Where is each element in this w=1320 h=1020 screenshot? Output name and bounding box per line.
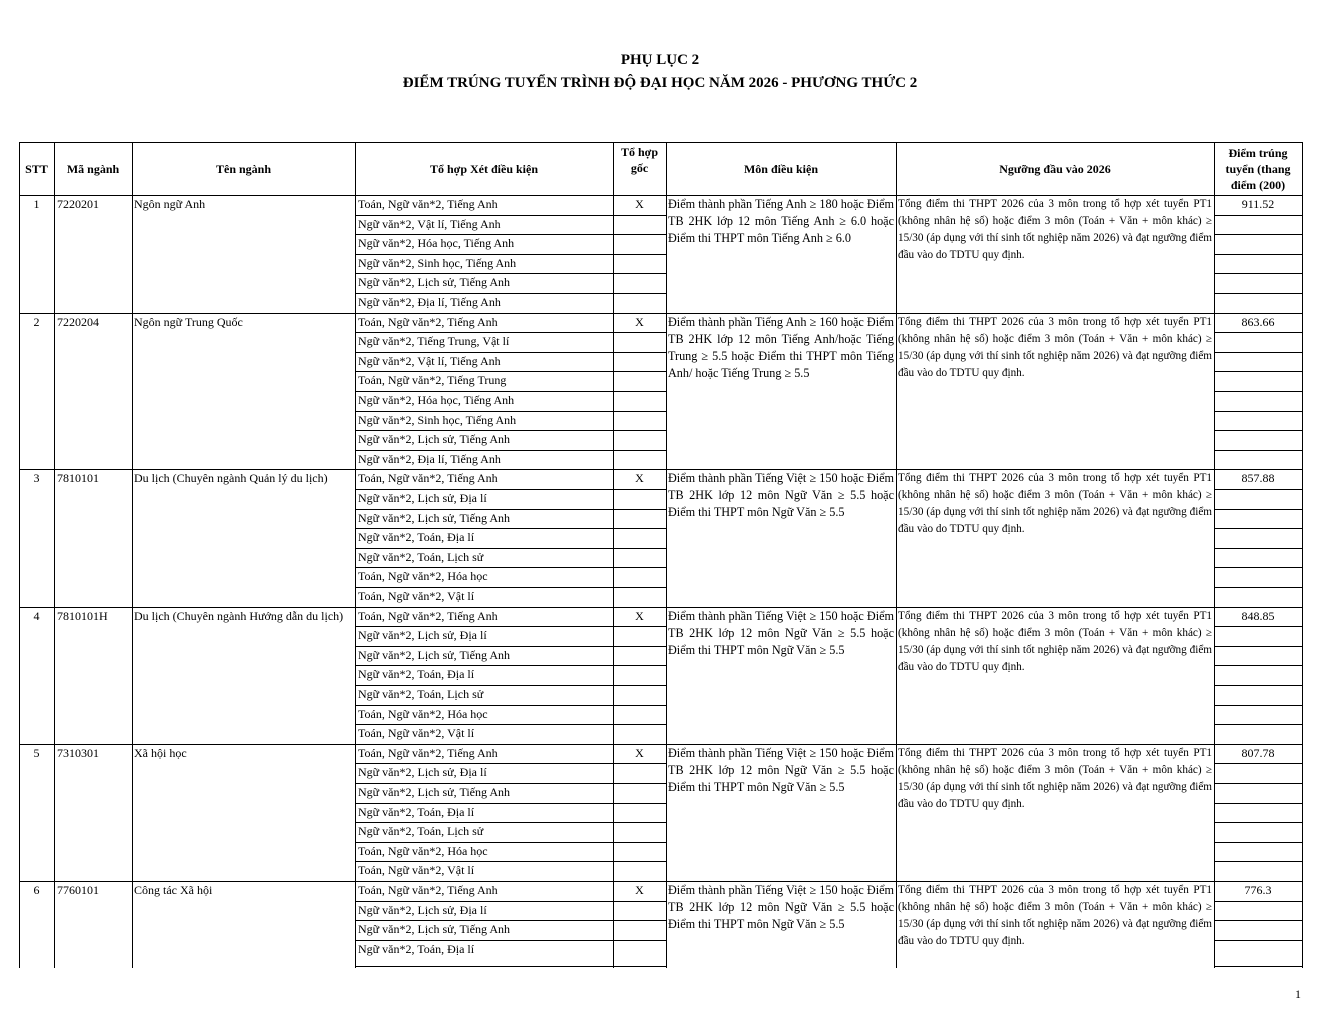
major-name-cell: Ngôn ngữ Trung Quốc (134, 314, 243, 329)
major-name-cell: Xã hội học (134, 745, 187, 760)
score-row-divider (1214, 548, 1303, 549)
score-row-divider (1214, 411, 1303, 412)
original-combo-mark: X (635, 608, 644, 623)
combo-row-divider (355, 822, 667, 823)
combo-row: Ngữ văn*2, Lịch sử, Địa lí (358, 902, 487, 917)
entry-threshold-cell: Tổng điểm thi THPT 2026 của 3 môn trong tổ hợp xét tuyển PT1 (không nhân hệ số) hoặc điểm 3 môn (Toán + Văn + môn khác) ≥ 15/30 (áp dụng với thí sinh tốt nghiệp năm 2026) và đạt ngưỡng điểm đầu vào do TDTU quy định. (898, 746, 1212, 810)
combo-row: Toán, Ngữ văn*2, Tiếng Anh (358, 745, 498, 760)
combo-row: Ngữ văn*2, Toán, Lịch sử (358, 549, 484, 564)
combo-row: Toán, Ngữ văn*2, Vật lí (358, 589, 475, 603)
combo-row: Ngữ văn*2, Tiếng Trung, Vật lí (358, 334, 510, 349)
column-divider (1302, 142, 1303, 968)
entry-threshold-cell: Tổng điểm thi THPT 2026 của 3 môn trong tổ hợp xét tuyển PT1 (không nhân hệ số) hoặc điểm 3 môn (Toán + Văn + môn khác) ≥ 15/30 (áp dụng với thí sinh tốt nghiệp năm 2026) và đạt ngưỡng điểm đầu vào do TDTU quy định. (898, 609, 1212, 673)
score-row-divider (1214, 489, 1303, 490)
score-row-divider (1214, 215, 1303, 216)
major-code-cell: 7810101H (57, 608, 108, 623)
column-divider (132, 142, 133, 968)
score-row-divider (1214, 724, 1303, 725)
admission-score-cell: 807.78 (1241, 745, 1275, 760)
major-name-cell: Ngôn ngữ Anh (134, 197, 206, 211)
column-divider (355, 142, 356, 968)
combo-row: Ngữ văn*2, Lịch sử, Tiếng Anh (358, 922, 511, 937)
condition-subject-cell: Điểm thành phần Tiếng Anh ≥ 160 hoặc Điểm TB 2HK lớp 12 môn Tiếng Anh/hoặc Tiếng Trung ≥ 5.5 hoặc Điểm thi THPT môn Tiếng Anh/ hoặc Tiếng Trung ≥ 5.5 (668, 314, 894, 380)
score-row-divider (1214, 450, 1303, 451)
combo-row-divider (355, 234, 667, 235)
combo-row-divider (355, 528, 667, 529)
combo-row: Toán, Ngữ văn*2, Tiếng Anh (358, 197, 498, 211)
combo-row-divider (355, 901, 667, 902)
combo-row: Ngữ văn*2, Lịch sử, Tiếng Anh (358, 510, 511, 525)
page-number: 1 (1295, 987, 1301, 1001)
combo-row: Ngữ văn*2, Hóa học, Tiếng Anh (358, 393, 515, 407)
score-row-divider (1214, 332, 1303, 333)
stt-cell: 6 (33, 883, 40, 897)
combo-row-divider (355, 254, 667, 255)
entry-threshold-cell: Tổng điểm thi THPT 2026 của 3 môn trong tổ hợp xét tuyển PT1 (không nhân hệ số) hoặc điểm 3 môn (Toán + Văn + môn khác) ≥ 15/30 (áp dụng với thí sinh tốt nghiệp năm 2026) và đạt ngưỡng điểm đầu vào do TDTU quy định. (898, 315, 1212, 379)
score-row-divider (1214, 901, 1303, 902)
header-to-hop-goc: Tổ hợp gốc (621, 145, 658, 175)
combo-row: Ngữ văn*2, Lịch sử, Địa lí (358, 628, 487, 643)
combo-row: Ngữ văn*2, Lịch sử, Tiếng Anh (358, 275, 511, 290)
combo-row: Toán, Ngữ văn*2, Tiếng Anh (358, 883, 498, 897)
admission-score-cell: 857.88 (1241, 471, 1275, 486)
combo-row-divider (355, 763, 667, 764)
combo-row: Ngữ văn*2, Hóa học, Tiếng Anh (358, 236, 515, 251)
combo-row: Ngữ văn*2, Toán, Địa lí (358, 941, 475, 956)
condition-subject-cell: Điểm thành phần Tiếng Việt ≥ 150 hoặc Điểm TB 2HK lớp 12 môn Ngữ Văn ≥ 5.5 hoặc Điểm thi THPT môn Ngữ Văn ≥ 5.5 (668, 608, 894, 657)
major-name-cell: Công tác Xã hội (134, 883, 213, 897)
combo-row-divider (355, 215, 667, 216)
score-row-divider (1214, 567, 1303, 568)
combo-row: Ngữ văn*2, Lịch sử, Địa lí (358, 491, 487, 505)
major-name-cell: Du lịch (Chuyên ngành Hướng dẫn du lịch) (134, 608, 344, 623)
score-row-divider (1214, 430, 1303, 431)
entry-threshold-cell: Tổng điểm thi THPT 2026 của 3 môn trong tổ hợp xét tuyển PT1 (không nhân hệ số) hoặc điểm 3 môn (Toán + Văn + môn khác) ≥ 15/30 (áp dụng với thí sinh tốt nghiệp năm 2026) và đạt ngưỡng điểm đầu vào do TDTU quy định. (898, 472, 1212, 536)
combo-row-divider (355, 430, 667, 431)
combo-row: Toán, Ngữ văn*2, Vật lí (358, 726, 475, 741)
header-ma-nganh: Mã ngành (66, 161, 120, 176)
combo-row: Toán, Ngữ văn*2, Hóa học (358, 706, 488, 721)
combo-row-divider (355, 489, 667, 490)
admission-score-cell: 911.52 (1241, 197, 1275, 211)
combo-row-divider (355, 352, 667, 353)
column-divider (896, 142, 897, 968)
combo-row-divider (355, 966, 667, 967)
combo-row-divider (355, 665, 667, 666)
admission-score-cell: 776.3 (1244, 883, 1272, 897)
score-row-divider (1214, 254, 1303, 255)
combo-row-divider (355, 450, 667, 451)
score-row-divider (1214, 626, 1303, 627)
score-row-divider (1214, 234, 1303, 235)
combo-row-divider (355, 371, 667, 372)
combo-row-divider (355, 724, 667, 725)
score-row-divider (1214, 352, 1303, 353)
score-row-divider (1214, 646, 1303, 647)
combo-row-divider (355, 705, 667, 706)
combo-row: Ngữ văn*2, Toán, Lịch sử (358, 687, 484, 701)
column-divider (613, 142, 614, 968)
stt-cell: 3 (33, 471, 40, 486)
combo-row-divider (355, 626, 667, 627)
original-combo-mark: X (635, 197, 644, 211)
major-code-cell: 7310301 (57, 745, 99, 760)
combo-row: Ngữ văn*2, Toán, Địa lí (358, 667, 475, 682)
combo-row-divider (355, 646, 667, 647)
score-row-divider (1214, 822, 1303, 823)
condition-subject-cell: Điểm thành phần Tiếng Việt ≥ 150 hoặc Điểm TB 2HK lớp 12 môn Ngữ Văn ≥ 5.5 hoặc Điểm thi THPT môn Ngữ Văn ≥ 5.5 (668, 745, 894, 794)
major-code-cell: 7220204 (57, 314, 99, 329)
score-row-divider (1214, 587, 1303, 588)
combo-row-divider (355, 293, 667, 294)
score-row-divider (1214, 371, 1303, 372)
combo-row-divider (355, 567, 667, 568)
combo-row: Ngữ văn*2, Sinh học, Tiếng Anh (358, 255, 517, 270)
original-combo-mark: X (635, 883, 644, 897)
combo-row-divider (355, 783, 667, 784)
stt-cell: 5 (33, 745, 40, 760)
score-row-divider (1214, 763, 1303, 764)
score-row-divider (1214, 861, 1303, 862)
score-row-divider (1214, 391, 1303, 392)
combo-row: Ngữ văn*2, Toán, Địa lí (358, 804, 475, 819)
combo-row-divider (355, 273, 667, 274)
combo-row-divider (355, 920, 667, 921)
original-combo-mark: X (635, 745, 644, 760)
score-row-divider (1214, 273, 1303, 274)
major-code-cell: 7810101 (57, 471, 99, 486)
combo-row: Ngữ văn*2, Vật lí, Tiếng Anh (358, 216, 501, 231)
combo-row: Ngữ văn*2, Địa lí, Tiếng Anh (358, 451, 501, 466)
major-code-cell: 7760101 (57, 883, 99, 897)
header-stt: STT (25, 161, 48, 176)
combo-row-divider (355, 861, 667, 862)
score-row-divider (1214, 920, 1303, 921)
combo-row-divider (355, 391, 667, 392)
column-divider (19, 142, 20, 968)
score-row-divider (1214, 509, 1303, 510)
combo-row: Ngữ văn*2, Toán, Lịch sử (358, 824, 484, 839)
combo-row-divider (355, 509, 667, 510)
appendix-title: PHỤ LỤC 2 (620, 52, 700, 68)
score-row-divider (1214, 842, 1303, 843)
combo-row: Ngữ văn*2, Toán, Địa lí (358, 530, 475, 545)
combo-row: Ngữ văn*2, Vật lí, Tiếng Anh (358, 353, 501, 368)
header-nguong: Ngưỡng đầu vào 2026 (999, 161, 1111, 176)
column-divider (1214, 142, 1215, 968)
score-row-divider (1214, 528, 1303, 529)
column-divider (54, 142, 55, 968)
combo-row: Toán, Ngữ văn*2, Vật lí (358, 863, 475, 878)
combo-row: Ngữ văn*2, Sinh học, Tiếng Anh (358, 412, 517, 427)
major-name-cell: Du lịch (Chuyên ngành Quản lý du lịch) (134, 471, 328, 486)
entry-threshold-cell: Tổng điểm thi THPT 2026 của 3 môn trong tổ hợp xét tuyển PT1 (không nhân hệ số) hoặc điểm 3 môn (Toán + Văn + môn khác) ≥ 15/30 (áp dụng với thí sinh tốt nghiệp năm 2026) và đạt ngưỡng điểm đầu vào do TDTU quy định. (898, 884, 1212, 947)
score-row-divider (1214, 966, 1303, 967)
combo-row: Ngữ văn*2, Lịch sử, Địa lí (358, 765, 487, 780)
header-mon-dieu-kien: Môn điều kiện (743, 161, 818, 176)
combo-row: Toán, Ngữ văn*2, Tiếng Anh (358, 314, 498, 329)
major-code-cell: 7220201 (57, 197, 99, 211)
header-diem-trung-tuyen: Điểm trúng tuyển (thang điểm (200) (1225, 145, 1291, 192)
combo-row: Ngữ văn*2, Lịch sử, Tiếng Anh (358, 432, 511, 447)
combo-row: Ngữ văn*2, Địa lí, Tiếng Anh (358, 295, 501, 309)
original-combo-mark: X (635, 314, 644, 329)
score-row-divider (1214, 705, 1303, 706)
combo-row-divider (355, 332, 667, 333)
column-divider (666, 142, 667, 968)
document-heading: ĐIỂM TRÚNG TUYỂN TRÌNH ĐỘ ĐẠI HỌC NĂM 2026 - PHƯƠNG THỨC 2 (402, 75, 918, 91)
combo-row: Toán, Ngữ văn*2, Tiếng Anh (358, 471, 498, 486)
score-row-divider (1214, 665, 1303, 666)
condition-subject-cell: Điểm thành phần Tiếng Anh ≥ 180 hoặc Điểm TB 2HK lớp 12 môn Tiếng Anh ≥ 6.0 hoặc Điểm thi THPT môn Tiếng Anh ≥ 6.0 (668, 197, 894, 245)
header-ten-nganh: Tên ngành (215, 161, 272, 176)
combo-row: Toán, Ngữ văn*2, Tiếng Trung (358, 373, 507, 388)
score-row-divider (1214, 783, 1303, 784)
combo-row-divider (355, 842, 667, 843)
stt-cell: 2 (33, 314, 40, 329)
combo-row-divider (355, 411, 667, 412)
combo-row-divider (355, 685, 667, 686)
table-top-border (19, 142, 1303, 143)
score-row-divider (1214, 293, 1303, 294)
admission-score-cell: 863.66 (1241, 314, 1275, 329)
combo-row-divider (355, 587, 667, 588)
stt-cell: 4 (33, 608, 40, 623)
condition-subject-cell: Điểm thành phần Tiếng Việt ≥ 150 hoặc Điểm TB 2HK lớp 12 môn Ngữ Văn ≥ 5.5 hoặc Điểm thi THPT môn Ngữ Văn ≥ 5.5 (668, 471, 894, 520)
original-combo-mark: X (635, 471, 644, 486)
combo-row: Ngữ văn*2, Lịch sử, Tiếng Anh (358, 647, 511, 662)
combo-row-divider (355, 803, 667, 804)
header-to-hop: Tổ hợp Xét điều kiện (430, 161, 538, 176)
score-row-divider (1214, 940, 1303, 941)
combo-row-divider (355, 548, 667, 549)
combo-row: Ngữ văn*2, Lịch sử, Tiếng Anh (358, 785, 511, 799)
condition-subject-cell: Điểm thành phần Tiếng Việt ≥ 150 hoặc Điểm TB 2HK lớp 12 môn Ngữ Văn ≥ 5.5 hoặc Điểm thi THPT môn Ngữ Văn ≥ 5.5 (668, 883, 894, 931)
combo-row: Toán, Ngữ văn*2, Hóa học (358, 843, 488, 858)
admission-score-cell: 848.85 (1241, 608, 1275, 623)
score-row-divider (1214, 803, 1303, 804)
combo-row-divider (355, 940, 667, 941)
entry-threshold-cell: Tổng điểm thi THPT 2026 của 3 môn trong tổ hợp xét tuyển PT1 (không nhân hệ số) hoặc điểm 3 môn (Toán + Văn + môn khác) ≥ 15/30 (áp dụng với thí sinh tốt nghiệp năm 2026) và đạt ngưỡng điểm đầu vào do TDTU quy định. (898, 198, 1212, 261)
stt-cell: 1 (33, 197, 40, 211)
combo-row: Toán, Ngữ văn*2, Hóa học (358, 569, 488, 584)
score-row-divider (1214, 685, 1303, 686)
combo-row: Toán, Ngữ văn*2, Tiếng Anh (358, 608, 498, 623)
